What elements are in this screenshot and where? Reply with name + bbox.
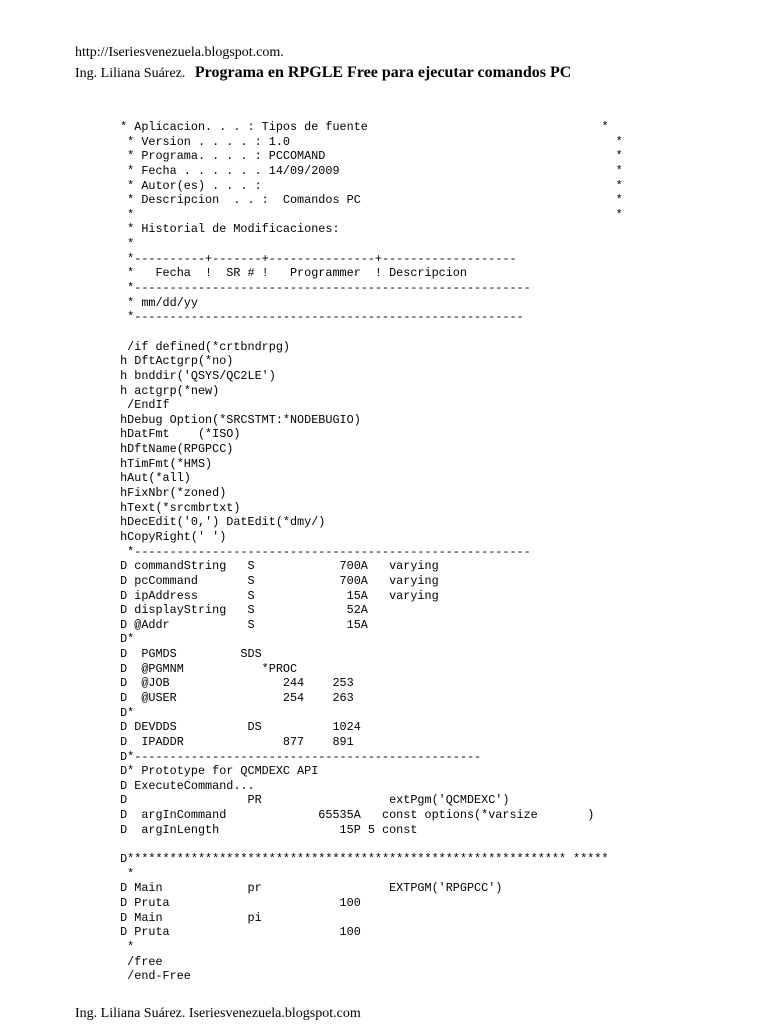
code-line: D Pruta 100 xyxy=(113,925,361,940)
code-line: /free xyxy=(113,954,163,969)
code-line: D @USER 254 263 xyxy=(113,690,354,705)
code-line: hAut(*all) xyxy=(113,471,191,486)
code-line: D Pruta 100 xyxy=(113,895,361,910)
code-line: hDecEdit('0,') DatEdit(*dmy/) xyxy=(113,515,326,530)
code-line: D* xyxy=(113,632,135,647)
code-line: h bnddir('QSYS/QC2LE') xyxy=(113,368,276,383)
code-line: hDatFmt (*ISO) xyxy=(113,427,241,442)
code-line: *-------------------------------------------------------- xyxy=(113,544,531,559)
code-line: hCopyRight(' ') xyxy=(113,529,227,544)
code-line: hDftName(RPGPCC) xyxy=(113,442,234,457)
code-line: D displayString S 52A xyxy=(113,603,368,618)
code-line: D @JOB 244 253 xyxy=(113,676,354,691)
code-line: D************************************************************** ***** xyxy=(113,852,609,867)
code-line: hText(*srcmbrtxt) xyxy=(113,500,241,515)
code-line: D Main pr EXTPGM('RPGPCC') xyxy=(113,881,503,896)
code-line: * Programa. . . . : PCCOMAND * xyxy=(113,149,623,164)
code-line: D commandString S 700A varying xyxy=(113,559,439,574)
code-line: D @Addr S 15A xyxy=(113,617,368,632)
code-line: D* xyxy=(113,705,135,720)
code-line: D PR extPgm('QCMDEXC') xyxy=(113,793,510,808)
code-line: hTimFmt(*HMS) xyxy=(113,456,213,471)
code-line: D*------------------------------------------------- xyxy=(113,749,482,764)
document-title: Programa en RPGLE Free para ejecutar comandos PC xyxy=(194,64,572,81)
code-line: *-------------------------------------------------------- xyxy=(113,281,531,296)
code-line: D ExecuteCommand... xyxy=(113,778,255,793)
code-line: * mm/dd/yy xyxy=(113,295,198,310)
source-code-block xyxy=(113,120,623,984)
code-line: * Version . . . . : 1.0 * xyxy=(113,134,623,149)
code-line xyxy=(113,325,623,340)
code-line: * Descripcion . . : Comandos PC * xyxy=(113,193,623,208)
header-line xyxy=(75,64,571,82)
code-line: D IPADDR 877 891 xyxy=(113,734,354,749)
code-line: *----------+-------+---------------+------------------- xyxy=(113,251,517,266)
code-line: * xyxy=(113,939,135,954)
code-line: D ipAddress S 15A varying xyxy=(113,588,439,603)
page-footer: Ing. Liliana Suárez. Iseriesvenezuela.blogspot.com xyxy=(75,1006,361,1021)
code-line: * xyxy=(113,866,135,881)
code-line: * xyxy=(113,237,135,252)
code-line: hFixNbr(*zoned) xyxy=(113,486,227,501)
code-line: * Historial de Modificaciones: xyxy=(113,222,340,237)
code-line: h DftActgrp(*no) xyxy=(113,354,234,369)
code-line: /if defined(*crtbndrpg) xyxy=(113,339,290,354)
code-line: D* Prototype for QCMDEXC API xyxy=(113,764,319,779)
code-line: D pcCommand S 700A varying xyxy=(113,573,439,588)
code-line: * Fecha . . . . . . 14/09/2009 * xyxy=(113,163,623,178)
code-line: D PGMDS SDS xyxy=(113,647,262,662)
code-line: * * xyxy=(113,207,623,222)
header-author: Ing. Liliana Suárez. xyxy=(75,66,186,81)
code-line: D @PGMNM *PROC xyxy=(113,661,298,676)
code-line: * Aplicacion. . . : Tipos de fuente * xyxy=(113,120,609,134)
code-line: D Main pi xyxy=(113,910,262,925)
header-url: http://Iseriesvenezuela.blogspot.com. xyxy=(75,45,284,60)
code-line: *------------------------------------------------------- xyxy=(113,310,524,325)
code-line: h actgrp(*new) xyxy=(113,383,220,398)
code-line: D argInCommand 65535A const options(*varsize ) xyxy=(113,808,595,823)
code-line: D argInLength 15P 5 const xyxy=(113,822,418,837)
code-line: * Autor(es) . . . : * xyxy=(113,178,623,193)
code-line: /EndIf xyxy=(113,398,170,413)
code-line: * Fecha ! SR # ! Programmer ! Descripcion xyxy=(113,266,467,281)
code-line xyxy=(113,837,623,852)
code-line: /end-Free xyxy=(113,969,191,984)
code-line: D DEVDDS DS 1024 xyxy=(113,720,361,735)
code-line: hDebug Option(*SRCSTMT:*NODEBUGIO) xyxy=(113,412,361,427)
